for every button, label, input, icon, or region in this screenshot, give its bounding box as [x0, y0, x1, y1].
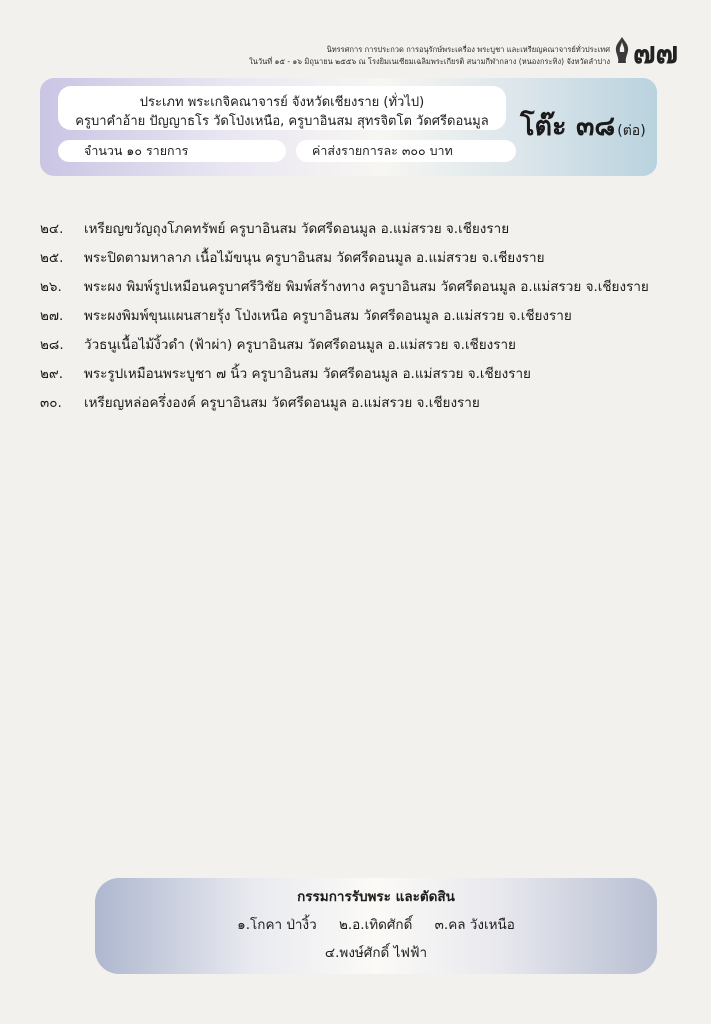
item-text: เหรียญขวัญถุงโภคทรัพย์ ครูบาอินสม วัดศรีดอนมูล อ.แม่สรวย จ.เชียงราย [84, 221, 510, 237]
table-label [520, 104, 646, 147]
category-title: ประเภท พระเกจิคณาจารย์ จังหวัดเชียงราย (ทั่วไป) [139, 95, 425, 110]
page-number: ๗๗ [633, 36, 679, 71]
list-item [40, 244, 670, 273]
table-number: โต๊ะ ๓๘ [520, 111, 616, 142]
category-subtitle: ครูบาคำอ้าย ปัญญาธโร วัดโป่งเหนือ, ครูบาอินสม สุทรจิตโต วัดศรีดอนมูล [75, 114, 489, 129]
item-text: พระผงพิมพ์ขุนแผนสายรุ้ง โป่งเหนือ ครูบาอินสม วัดศรีดอนมูล อ.แม่สรวย จ.เชียงราย [84, 308, 572, 324]
event-line-2: ในวันที่ ๑๕ - ๑๖ มิถุนายน ๒๕๕๖ ณ โรงยิมเนเซียมเฉลิมพระเกียรติ สนามกีฬากลาง (หนองกระทิง) จังหวัดลำปาง [249, 57, 610, 66]
committee-row [95, 941, 657, 963]
item-count: จำนวน ๑๐ รายการ [58, 140, 286, 162]
category-title-box [58, 86, 506, 130]
item-number: ๒๔. [40, 221, 64, 237]
item-text: วัวธนูเนื้อไม้งิ้วดำ (ฟ้าผ่า) ครูบาอินสม วัดศรีดอนมูล อ.แม่สรวย จ.เชียงราย [84, 337, 516, 353]
item-number: ๒๗. [40, 308, 64, 324]
entry-fee: ค่าส่งรายการละ ๓๐๐ บาท [296, 140, 516, 162]
list-item [40, 273, 670, 302]
committee-member: ๑.โกคา ป่างิ้ว [237, 917, 317, 933]
committee-row [95, 913, 657, 935]
committee-title: กรรมการรับพระ และตัดสิน [297, 889, 455, 905]
committee-member: ๓.คล วังเหนือ [434, 917, 515, 933]
event-header [140, 44, 610, 68]
item-number: ๒๖. [40, 279, 62, 295]
list-item [40, 331, 670, 360]
table-continued: (ต่อ) [617, 123, 646, 139]
list-item [40, 360, 670, 389]
item-number: ๒๙. [40, 366, 64, 382]
emblem-logo-icon [613, 36, 631, 64]
item-list [40, 215, 670, 418]
item-text: พระรูปเหมือนพระบูชา ๗ นิ้ว ครูบาอินสม วัดศรีดอนมูล อ.แม่สรวย จ.เชียงราย [84, 366, 531, 382]
committee-member: ๔.พงษ์ศักดิ์ ไฟฟ้า [324, 945, 428, 961]
item-number: ๒๕. [40, 250, 64, 266]
item-text: พระปิดตามหาลาภ เนื้อไม้ขนุน ครูบาอินสม วัดศรีดอนมูล อ.แม่สรวย จ.เชียงราย [84, 250, 545, 266]
item-number: ๓๐. [40, 395, 62, 411]
item-text: พระผง พิมพ์รูปเหมือนครูบาศรีวิชัย พิมพ์สร้างทาง ครูบาอินสม วัดศรีดอนมูล อ.แม่สรวย จ.เชียงราย [84, 279, 649, 295]
list-item [40, 389, 670, 418]
list-item [40, 215, 670, 244]
event-line-1: นิทรรศการ การประกวด การอนุรักษ์พระเครื่อง พระบูชา และเหรียญคณาจารย์ทั่วประเทศ [326, 45, 610, 54]
committee-member: ๒.อ.เทิดศักดิ์ [338, 917, 413, 933]
list-item [40, 302, 670, 331]
item-text: เหรียญหล่อครึ่งองค์ ครูบาอินสม วัดศรีดอนมูล อ.แม่สรวย จ.เชียงราย [84, 395, 480, 411]
item-number: ๒๘. [40, 337, 64, 353]
